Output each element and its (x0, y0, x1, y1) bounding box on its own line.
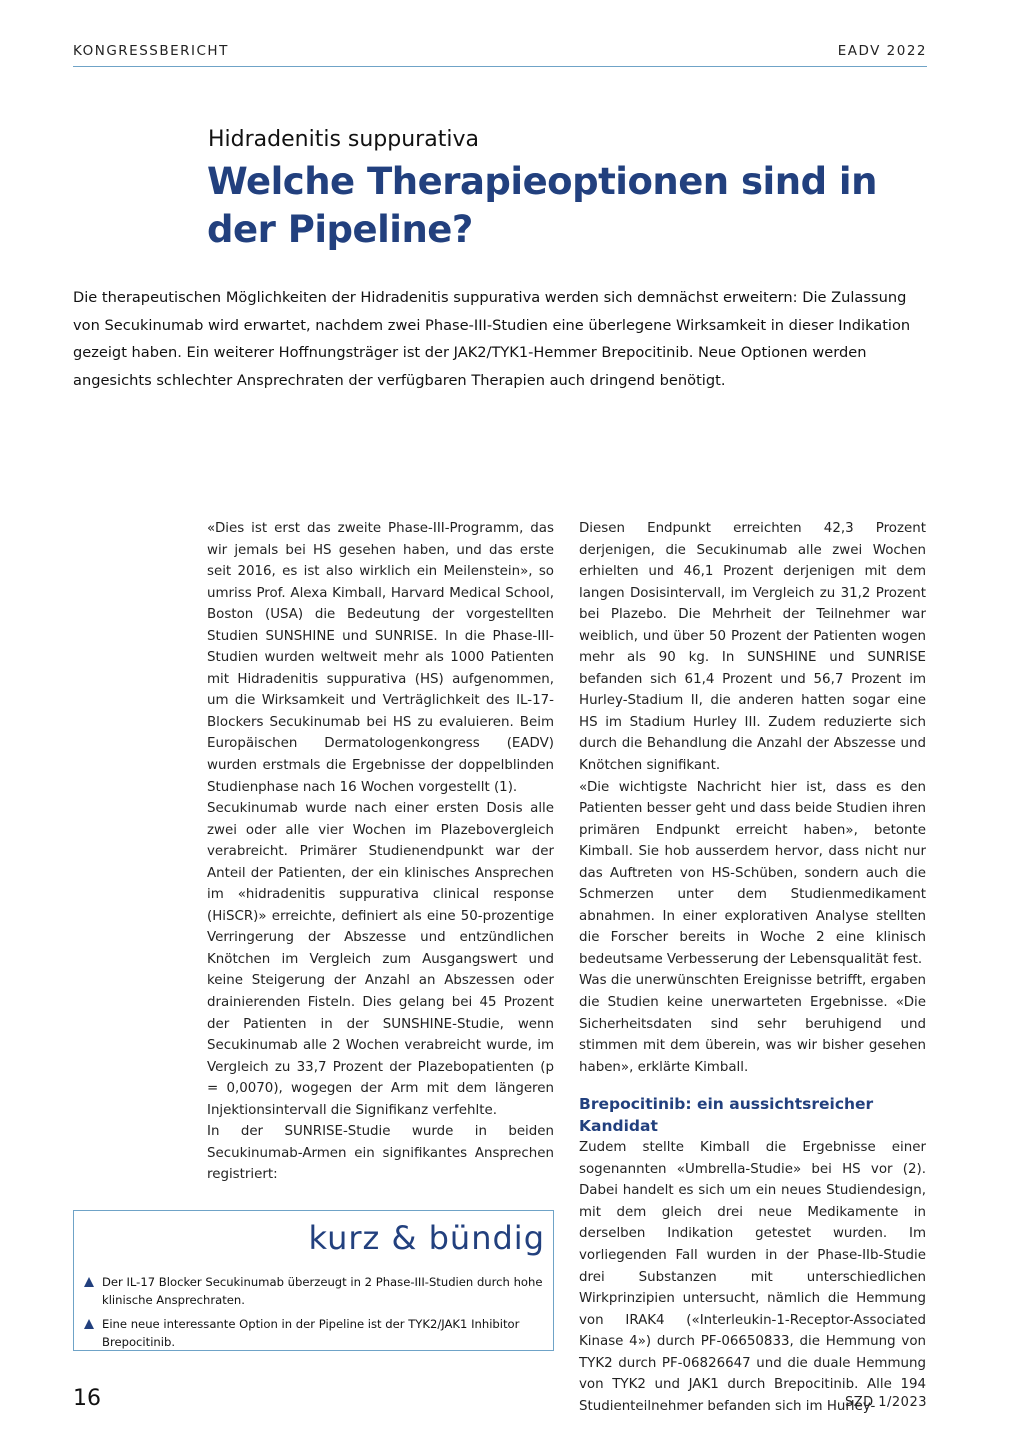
body-paragraph: In der SUNRISE-Studie wurde in beiden Secukinumab-Armen ein signifikantes Ansprechen registriert: (207, 1124, 554, 1183)
running-head (73, 40, 927, 67)
body-paragraph: Secukinumab wurde nach einer ersten Dosis alle zwei oder alle vier Wochen im Plazebovergleich verabreicht. Primärer Studienendpunkt war der Anteil der Patienten, der ein klinisches Ansprechen im «hidradenitis suppurativa clinical response (HiSCR)» erreichte, definiert als eine 50-prozentige Verringerung der Abszesse und entzündlichen Knötchen im Vergleich zum Ausgangswert und keine Steigerung der Anzahl an Abszessen oder drainierenden Fisteln. Dies gelang bei 45 Prozent der Patienten in der SUNSHINE-Studie, wenn Secukinumab alle 2 Wochen verabreicht wurde, im Vergleich zu 33,7 Prozent der Plazebopatienten (p = 0,0070), wogegen der Arm mit dem längeren Injektionsintervall die Signifikanz verfehlte. (207, 801, 554, 1118)
event-label: EADV 2022 (837, 43, 927, 59)
body-paragraph: «Die wichtigste Nachricht hier ist, dass es den Patienten besser geht und dass beide Studien ihren primären Endpunkt erreicht haben», betonte Kimball. Sie hob ausserdem hervor, dass nicht nur das Auftreten von HS-Schüben, sondern auch die Schmerzen unter dem Studienmedikament abnahmen. In einer explorativen Analyse stellten die Forscher bereits in Woche 2 eine klinisch bedeutsame Verbesserung der Lebensqualität fest. (579, 779, 926, 967)
article-lead: Die therapeutischen Möglichkeiten der Hidradenitis suppurativa werden sich demnächst erweitern: Die Zulassung von Secukinumab wird erwartet, nachdem zwei Phase-III-Studien eine überlegene Wirksamkeit in dieser Indikation gezeigt haben. Ein weiterer Hoffnungsträger ist der JAK2/TYK1-Hemmer Brepocitinib. Neue Optionen werden angesichts schlechter Ansprechraten der verfügbaren Therapien auch dringend benötigt. (73, 289, 911, 389)
body-paragraph: Diesen Endpunkt erreichten 42,3 Prozent derjenigen, die Secukinumab alle zwei Wochen erhielten und 46,1 Prozent derjenigen mit dem langen Dosisintervall, im Vergleich zu 31,2 Prozent bei Plazebo. Die Mehrheit der Teilnehmer war weiblich, und über 50 Prozent der Patienten wogen mehr als 90 kg. In SUNSHINE und SUNRISE befanden sich 61,4 Prozent und 56,7 Prozent im Hurley-Stadium II, die anderen hatten sogar eine HS im Stadium Hurley III. Zudem reduzierte sich durch die Behandlung die Anzahl der Abszesse und Knötchen signifikant. (579, 521, 926, 774)
body-column-left (207, 518, 554, 1186)
summary-item (84, 1315, 544, 1351)
body-paragraph: «Dies ist erst das zweite Phase-III-Programm, das wir jemals bei HS gesehen haben, und das erste seit 2016, es ist also wirklich ein Meilenstein», so umriss Prof. Alexa Kimball, Harvard Medical School, Boston (USA) die Bedeutung der vorgestellten Studien SUNSHINE und SUNRISE. In die Phase-III-Studien wurden weltweit mehr als 1000 Patienten mit Hidradenitis suppurativa (HS) aufgenommen, um die Wirksamkeit und Verträglichkeit des IL-17-Blockers Secukinumab bei HS zu evaluieren. Beim Europäischen Dermatologenkongress (EADV) wurden erstmals die Ergebnisse der doppelblinden Studienphase nach 16 Wochen vorgestellt (1). (207, 521, 554, 795)
triangle-up-icon (84, 1319, 94, 1329)
summary-box-title: kurz & bündig (308, 1219, 545, 1257)
summary-item-text: Eine neue interessante Option in der Pipeline ist der TYK2/JAK1 Inhibitor Brepocitinib. (102, 1317, 520, 1349)
section-subheading: Brepocitinib: ein aussichtsreicher Kandidat (579, 1095, 874, 1136)
body-paragraph: Zudem stellte Kimball die Ergebnisse einer sogenannten «Umbrella-Studie» bei HS vor (2). Dabei handelt es sich um ein neues Studiendesign, mit dem gleich drei neue Medikamente in derselben Indikation getestet wurden. Im vorliegenden Fall wurden in der Phase-IIb-Studie drei Substanzen mit unterschiedlichen Wirkprinzipien untersucht, nämlich die Hemmung von IRAK4 («Interleukin-1-Receptor-Associated Kinase 4») durch PF-06650833, die Hemmung von TYK2 durch PF-06826647 und die duale Hemmung von TYK2 und JAK1 durch Brepocitinib. Alle 194 Studienteilnehmer befanden sich im Hurley- (579, 1140, 926, 1414)
body-paragraph: Was die unerwünschten Ereignisse betrifft, ergaben die Studien keine unerwarteten Ergebnisse. «Die Sicherheitsdaten sind sehr beruhigend und stimmen mit dem überein, was wir bisher gesehen haben», erklärte Kimball. (579, 973, 926, 1075)
body-column-right (579, 518, 926, 1417)
summary-list (84, 1273, 544, 1357)
issue-label: SZD 1/2023 (844, 1395, 927, 1410)
section-label: KONGRESSBERICHT (73, 43, 229, 59)
triangle-up-icon (84, 1277, 94, 1287)
article-kicker: Hidradenitis suppurativa (208, 127, 479, 152)
page-number: 16 (73, 1386, 101, 1411)
summary-item (84, 1273, 544, 1309)
article-title: Welche Therapieoptionen sind in der Pipeline? (207, 160, 877, 251)
summary-box (73, 1210, 554, 1351)
summary-item-text: Der IL-17 Blocker Secukinumab überzeugt in 2 Phase-III-Studien durch hohe klinische Ansprechraten. (102, 1275, 543, 1307)
